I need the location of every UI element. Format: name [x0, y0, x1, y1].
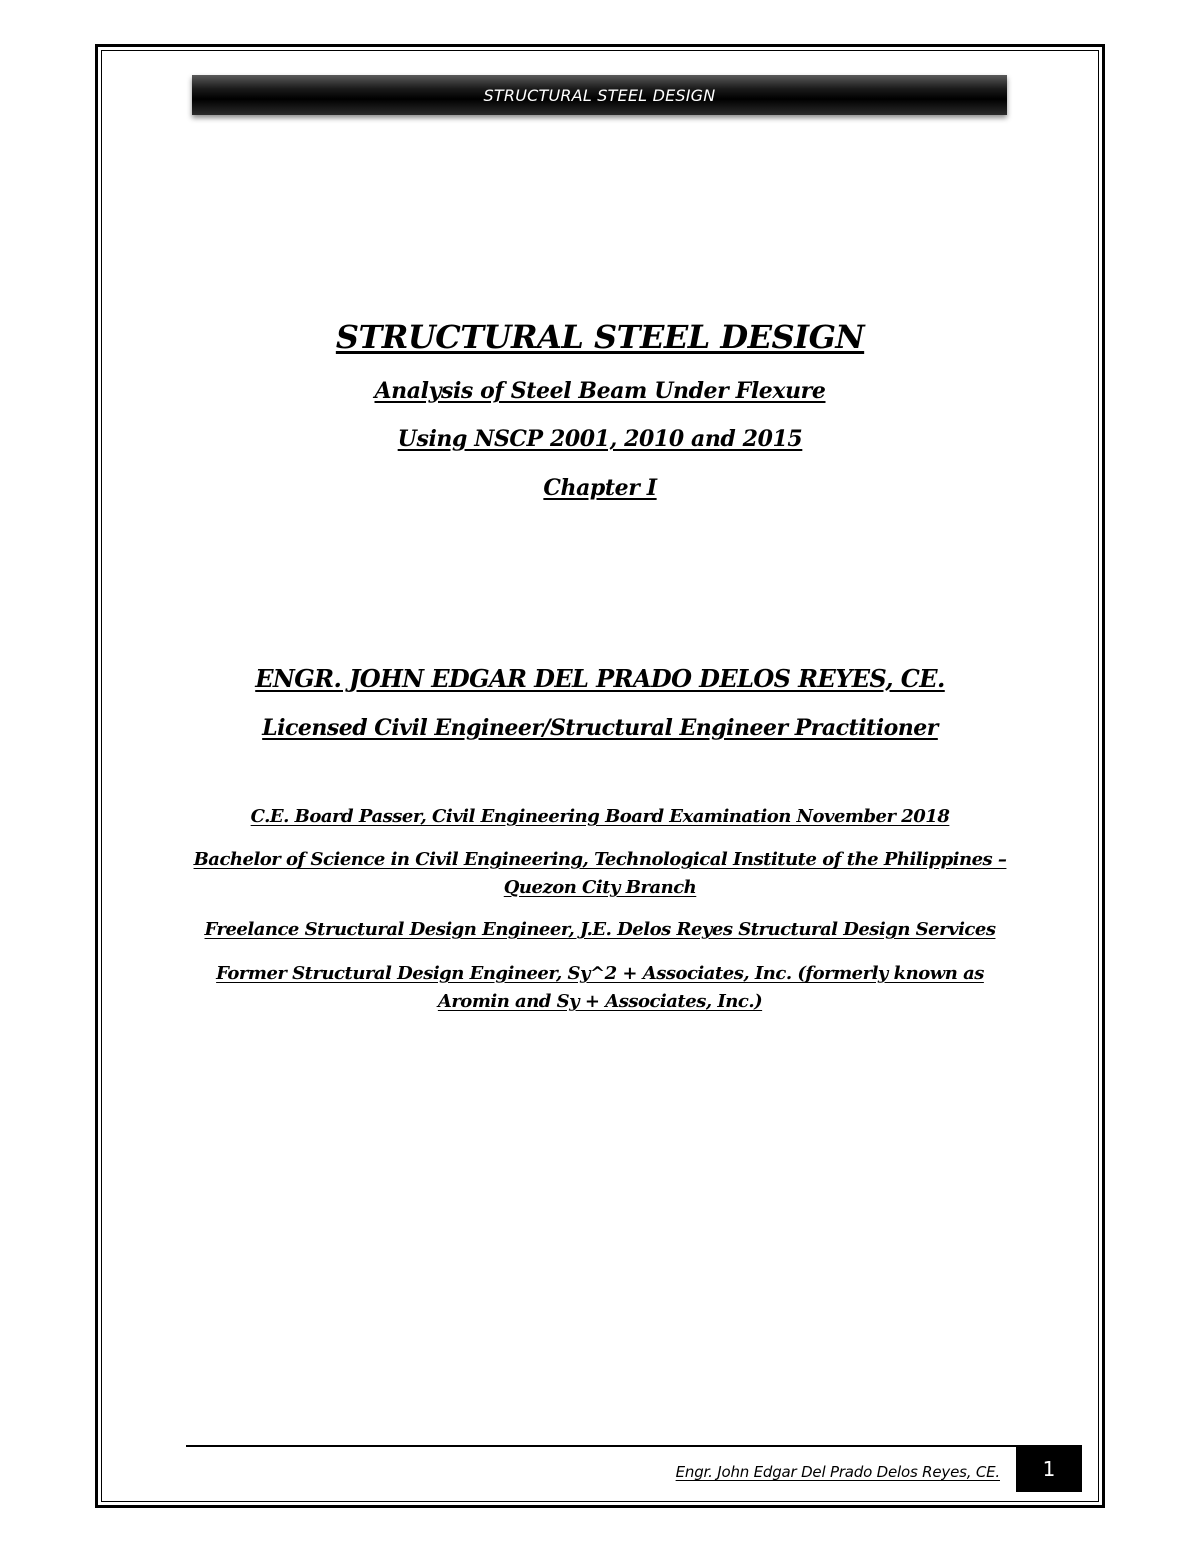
credential-board-passer [150, 803, 1050, 831]
author-role: Licensed Civil Engineer/Structural Engineer Practitioner [262, 715, 938, 741]
credential-line: Bachelor of Science in Civil Engineering, Technological Institute of the Philippines – [193, 849, 1007, 870]
credential-freelance [150, 916, 1050, 944]
header-bar [192, 75, 1007, 115]
running-title: STRUCTURAL STEEL DESIGN [483, 85, 716, 105]
credential-line: Former Structural Design Engineer, Sy^2 + Associates, Inc. (formerly known as [216, 963, 984, 984]
page-border-inner [101, 50, 1099, 1502]
credential-line: C.E. Board Passer, Civil Engineering Board Examination November 2018 [250, 806, 950, 827]
document-title: STRUCTURAL STEEL DESIGN [335, 318, 865, 356]
credential-line: Quezon City Branch [503, 877, 697, 898]
credential-line: Aromin and Sy + Associates, Inc.) [437, 991, 763, 1012]
code-editions: Using NSCP 2001, 2010 and 2015 [397, 426, 803, 452]
page-number-text: 1 [1042, 1457, 1056, 1481]
document-subtitle: Analysis of Steel Beam Under Flexure [374, 378, 826, 404]
footer-author: Engr. John Edgar Del Prado Delos Reyes, CE. [675, 1463, 1000, 1481]
chapter-label: Chapter I [543, 475, 657, 501]
credential-former-employer [150, 960, 1050, 1016]
footer-rule [186, 1445, 1082, 1447]
credential-education [150, 846, 1050, 902]
credential-line: Freelance Structural Design Engineer, J.E. Delos Reyes Structural Design Services [204, 919, 996, 940]
page-number [1016, 1446, 1082, 1492]
author-name: ENGR. JOHN EDGAR DEL PRADO DELOS REYES, CE. [255, 664, 945, 693]
